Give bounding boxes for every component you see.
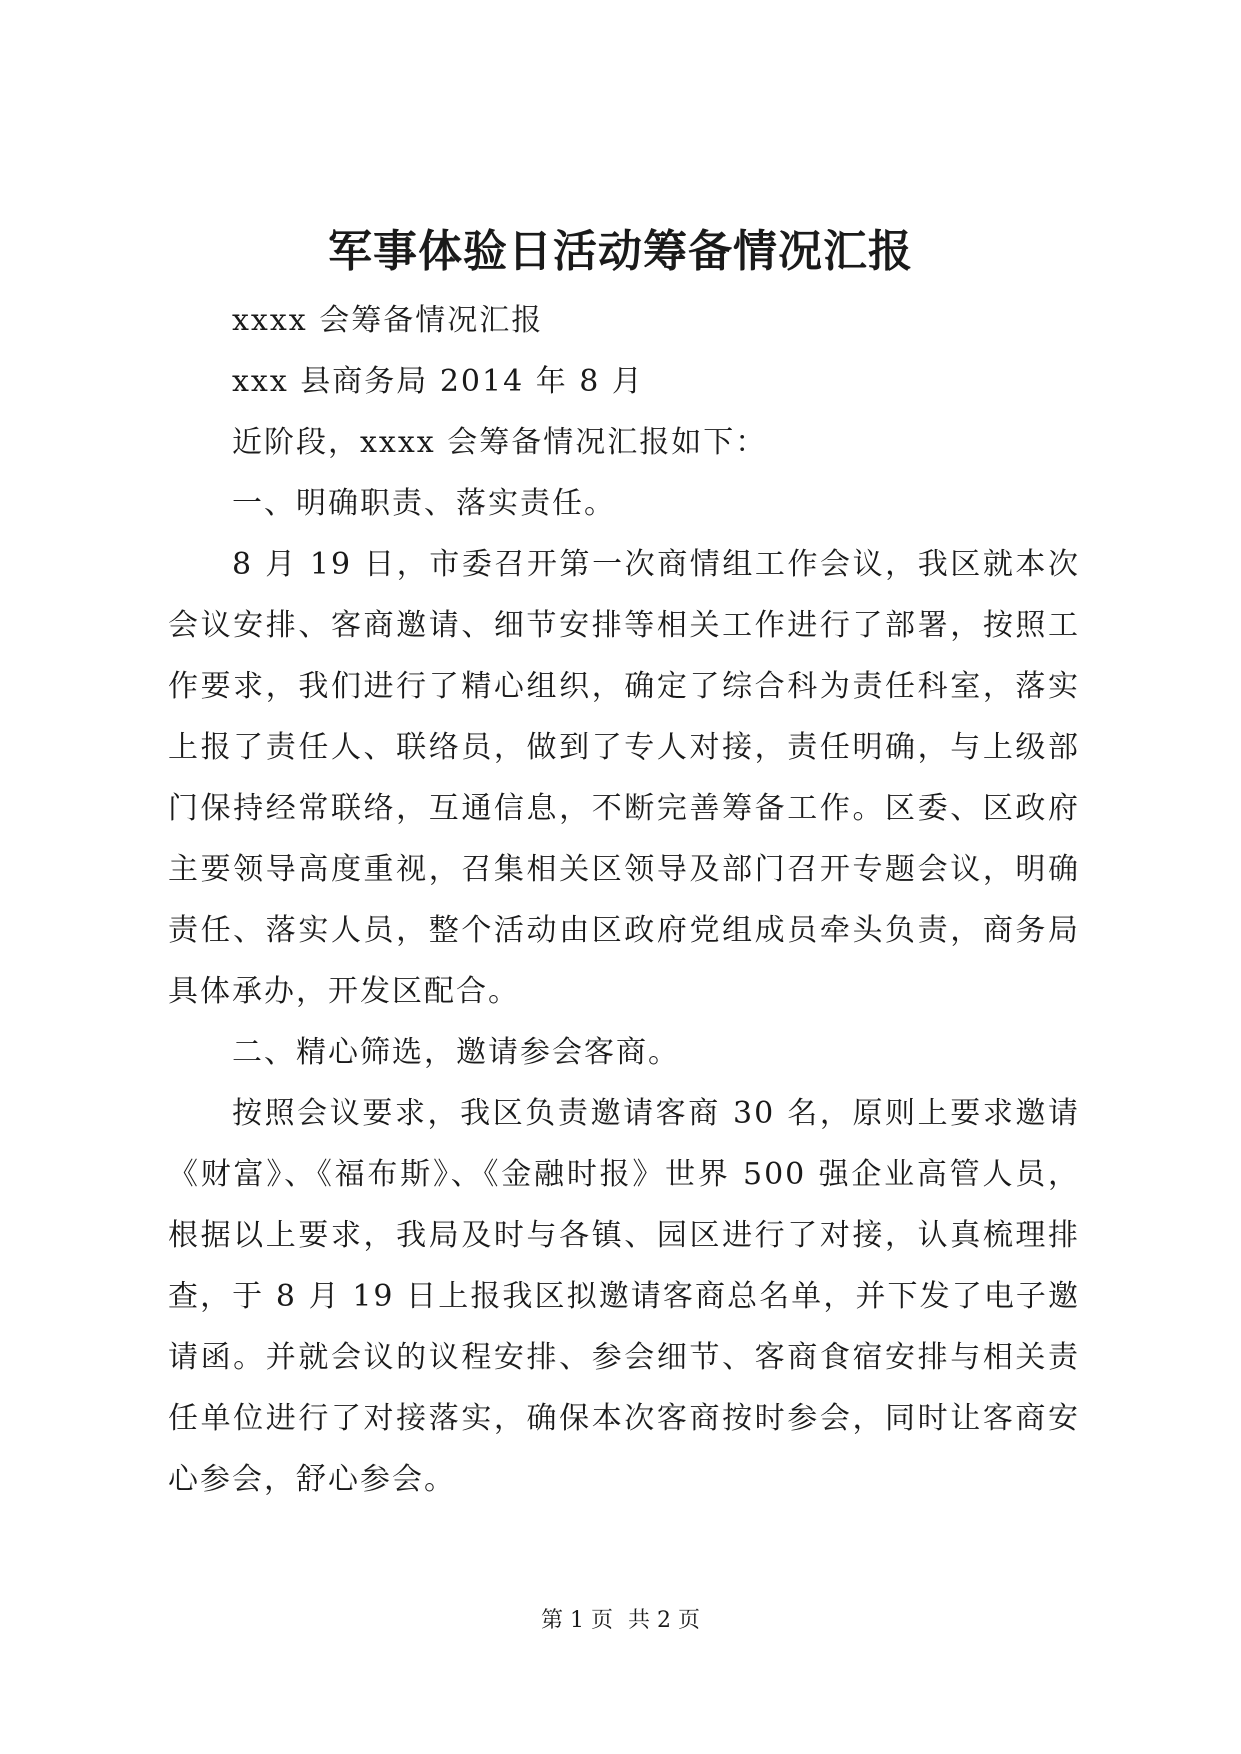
page-footer <box>0 1606 1241 1636</box>
paragraph-author-date: xxx 县商务局 2014 年 8 月 <box>232 364 644 399</box>
paragraph-section-1: 8 月 19 日，市委召开第一次商情组工作会议，我区就本次会议安排、客商邀请、细节安排等相关工作进行了部署，按照工作要求，我们进行了精心组织，确定了综合科为责任科室，落实上报了责任人、联络员，做到了专人对接，责任明确，与上级部门保持经常联络，互通信息，不断完善筹备工作。区委、区政府主要领导高度重视，召集相关区领导及部门召开专题会议，明确责任、落实人员，整个活动由区政府党组成员牵头负责，商务局具体承办，开发区配合。 <box>168 547 1080 1009</box>
section-heading-2: 二、精心筛选，邀请参会客商。 <box>232 1035 680 1070</box>
paragraph-intro: 近阶段，xxxx 会筹备情况汇报如下： <box>232 425 768 460</box>
page-number: 第 1 页 <box>541 1608 613 1633</box>
section-heading-1: 一、明确职责、落实责任。 <box>232 486 616 521</box>
document-title: 军事体验日活动筹备情况汇报 <box>328 226 913 277</box>
paragraph-section-2: 按照会议要求，我区负责邀请客商 30 名，原则上要求邀请《财富》、《福布斯》、《金融时报》世界 500 强企业高管人员，根据以上要求，我局及时与各镇、园区进行了对接，认真梳理排查，于 8 月 19 日上报我区拟邀请客商总名单，并下发了电子邀请函。并就会议的议程安排、参会细节、客商食宿安排与相关责任单位进行了对接落实，确保本次客商按时参会，同时让客商安心参会，舒心参会。 <box>168 1096 1080 1497</box>
paragraph-subtitle: xxxx 会筹备情况汇报 <box>232 303 544 338</box>
document-body <box>168 290 1080 1510</box>
page-total: 共 2 页 <box>628 1608 700 1633</box>
